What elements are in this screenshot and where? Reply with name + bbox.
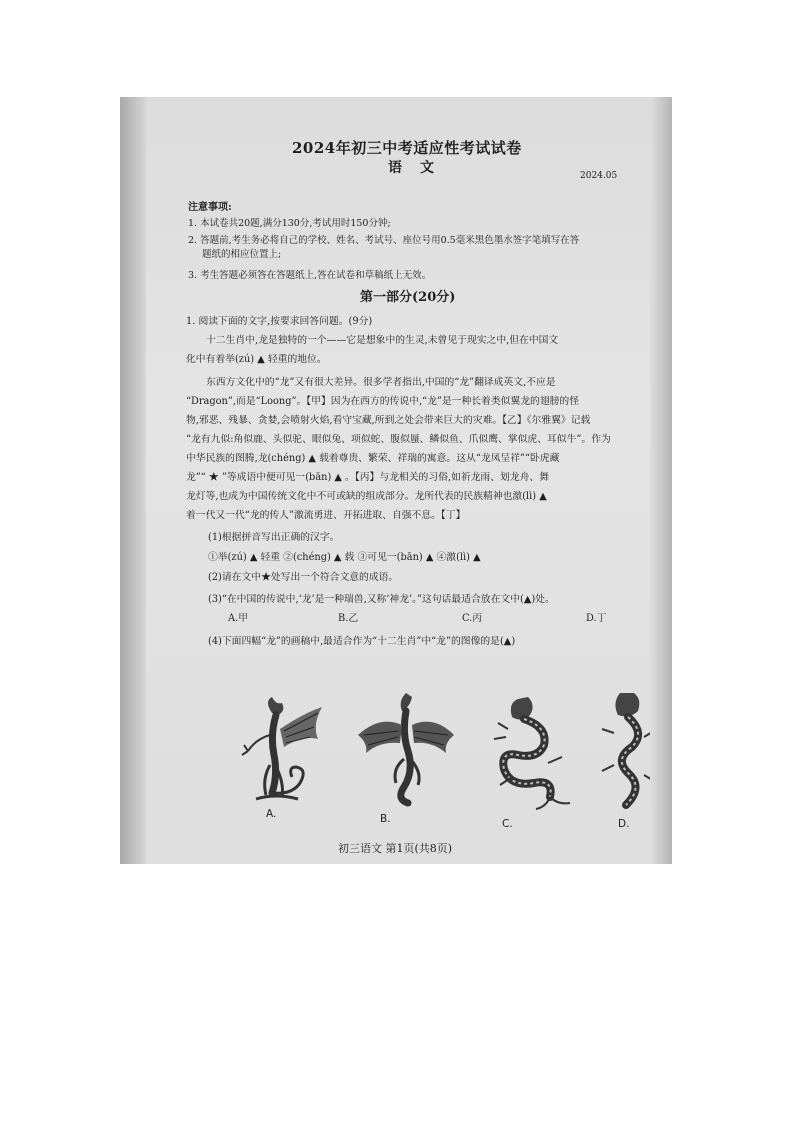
passage-line: 中华民族的图腾,龙(chéng) ▲ 载着尊贵、繁荣、祥瑞的寓意。这从“龙凤呈祥”“卧虎藏 [186,453,560,464]
choice-a: A.甲 [228,613,248,624]
question-stem: 1. 阅读下面的文字,按要求回答问题。(9分) [186,316,373,327]
exam-date: 2024.05 [580,171,618,181]
note-item: 题纸的相应位置上; [202,249,282,260]
note-item: 2. 答题前,考生务必将自己的学校、姓名、考试号、座位号用0.5毫米黑色墨水签字笔填写在答 [188,235,580,246]
exam-photo [120,97,672,864]
sub-question-1-items: ①举(zú) ▲ 轻重 ②(chéng) ▲ 载 ③可见一(bān) ▲ ④激(lì) ▲ [208,552,481,563]
image-label-a: A. [266,808,277,820]
passage-line: 着一代又一代“龙的传人”激流勇进、开拓进取、自强不息。【丁】 [186,510,466,521]
dragon-bat-wing-icon [356,689,456,807]
choice-c: C.丙 [462,613,483,624]
note-item: 3. 考生答题必须答在答题纸上,答在试卷和草稿纸上无效。 [188,270,432,281]
subject-title: 语文 [388,160,452,176]
image-label-d: D. [618,818,630,830]
notes-heading: 注意事项: [188,202,232,213]
passage-line: 十二生肖中,龙是独特的一个——它是想象中的生灵,未曾见于现实之中,但在中国文 [206,335,559,346]
part-heading: 第一部分(20分) [360,290,456,305]
page-footer: 初三语文 第1页(共8页) [338,842,453,855]
passage-line: 化中有着举(zú) ▲ 轻重的地位。 [186,354,327,365]
note-item: 1. 本试卷共20题,满分130分,考试用时150分钟; [188,218,391,229]
sub-question-2: (2)请在文中★处写出一个符合文意的成语。 [208,572,399,583]
sub-question-3: (3)“在中国的传说中,‘龙’是一种瑞兽,又称‘神龙’。”这句话最适合放在文中(▲)处。 [208,594,555,605]
choice-d: D.丁 [586,613,607,624]
image-label-b: B. [380,813,391,825]
exam-paper [142,97,652,864]
passage-line: “Dragon”,而是“Loong”。【甲】因为在西方的传说中,“龙”是一种长着类似翼龙的翅膀的怪 [186,396,580,407]
sub-question-1: (1)根据拼音写出正确的汉字。 [208,532,340,543]
image-label-c: C. [502,818,513,830]
passage-line: 龙”“ ★ ”等成语中便可见一(bān) ▲ 。【丙】与龙相关的习俗,如祈龙雨、划龙舟、舞 [186,472,549,483]
sub-question-4: (4)下面四幅“龙”的画稿中,最适合作为“十二生肖”中“龙”的图像的是(▲) [208,636,516,647]
passage-line: 物,邪恶、残暴、贪婪,会喷射火焰,看守宝藏,所到之处会带来巨大的灾难。【乙】《尔雅翼》记载 [186,415,591,426]
dragon-chinese-vertical-icon [598,689,658,811]
dragon-chinese-coiled-icon [488,693,572,811]
passage-line: 龙灯等,也成为中国传统文化中不可或缺的组成部分。龙所代表的民族精神也激(lì) ▲ [186,491,547,502]
choice-b: B.乙 [338,613,359,624]
passage-line: “龙有九似:角似鹿、头似驼、眼似兔、项似蛇、腹似蜃、鳞似鱼、爪似鹰、掌似虎、耳似牛”。作为 [186,434,611,445]
exam-title: 2024年初三中考适应性考试试卷 [292,139,522,157]
passage-line: 东西方文化中的“龙”又有很大差异。很多学者指出,中国的“龙”翻译成英文,不应是 [206,377,556,388]
dragon-winged-icon [226,695,326,807]
